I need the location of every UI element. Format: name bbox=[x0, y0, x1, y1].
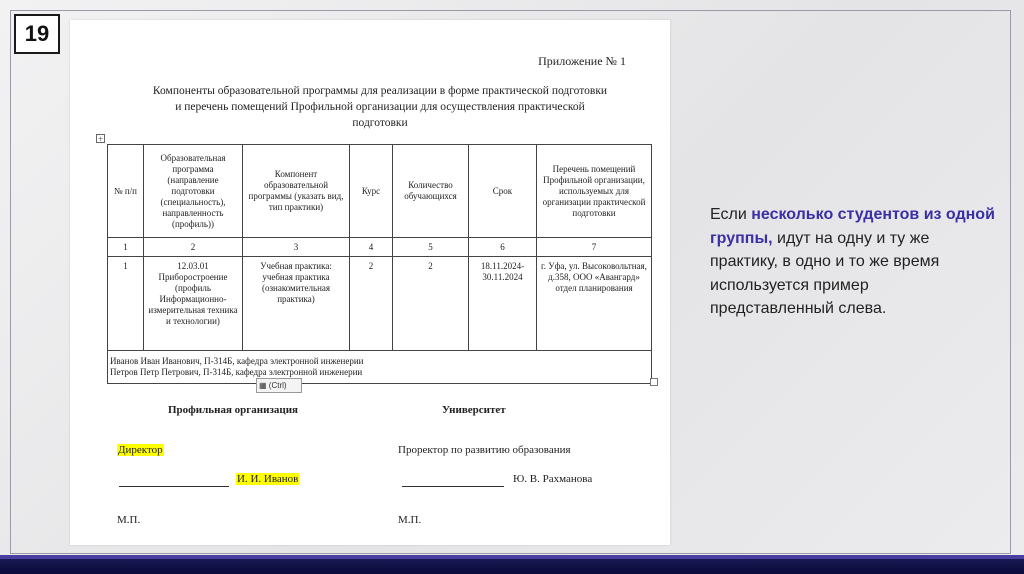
header-cell: № п/п bbox=[108, 145, 144, 238]
table-number-row bbox=[108, 238, 652, 257]
program-table bbox=[107, 144, 652, 384]
uni-heading: Университет bbox=[442, 404, 506, 416]
data-cell: 12.03.01 Приборостроение (профиль Информационно-измерительная техника и технологии) bbox=[144, 257, 243, 351]
director-label: Директор bbox=[118, 444, 163, 456]
header-cell: Перечень помещений Профильной организации, используемых для организации практической подготовки bbox=[537, 145, 652, 238]
data-cell: 1 bbox=[108, 257, 144, 351]
number-cell: 6 bbox=[469, 238, 537, 257]
student-line: Иванов Иван Иванович, П-314Б, кафедра электронной инженерии bbox=[110, 356, 364, 366]
clipboard-icon: ▦ bbox=[259, 381, 267, 390]
number-cell: 2 bbox=[144, 238, 243, 257]
header-cell: Количество обучающихся bbox=[393, 145, 469, 238]
stamp-left: М.П. bbox=[117, 514, 141, 526]
number-cell: 7 bbox=[537, 238, 652, 257]
table-move-handle-icon[interactable]: + bbox=[97, 134, 104, 144]
page-number: 19 bbox=[14, 14, 60, 54]
paste-options-label: (Ctrl) bbox=[268, 381, 287, 390]
prorector-label: Проректор по развитию образования bbox=[398, 444, 571, 456]
data-cell: 2 bbox=[393, 257, 469, 351]
data-cell: г. Уфа, ул. Высоковольтная, д.358, ООО «Авангард» отдел планирования bbox=[537, 257, 652, 351]
signature-line bbox=[402, 486, 504, 487]
header-cell: Образовательная программа (направление подготовки (специальность), направленность (профиль)) bbox=[144, 145, 243, 238]
header-cell: Компонент образовательной программы (указать вид, тип практики) bbox=[243, 145, 350, 238]
number-cell: 5 bbox=[393, 238, 469, 257]
appendix-label: Приложение № 1 bbox=[538, 54, 626, 68]
table-resize-handle[interactable] bbox=[650, 378, 658, 386]
number-cell: 3 bbox=[243, 238, 350, 257]
table-row bbox=[108, 257, 652, 351]
side-note bbox=[710, 203, 995, 321]
header-cell: Срок bbox=[469, 145, 537, 238]
data-cell: 18.11.2024-30.11.2024 bbox=[469, 257, 537, 351]
stamp-right: М.П. bbox=[398, 514, 422, 526]
data-cell: Учебная практика: учебная практика (ознакомительная практика) bbox=[243, 257, 350, 351]
number-cell: 4 bbox=[350, 238, 393, 257]
bottom-bar bbox=[0, 555, 1024, 574]
student-line: Петров Петр Петрович, П-314Б, кафедра электронной инженерии bbox=[110, 367, 363, 377]
document-image bbox=[70, 20, 670, 545]
data-cell: 2 bbox=[350, 257, 393, 351]
signature-line bbox=[119, 486, 229, 487]
number-cell: 1 bbox=[108, 238, 144, 257]
side-note-pre: Если bbox=[710, 206, 752, 223]
students-cell bbox=[108, 351, 652, 384]
org-heading: Профильная организация bbox=[168, 404, 298, 416]
students-row bbox=[108, 351, 652, 384]
paste-options-button[interactable] bbox=[256, 378, 302, 393]
side-note-accent: несколько студентов из одной группы, bbox=[710, 206, 995, 247]
prorector-name: Ю. В. Рахманова bbox=[513, 473, 593, 485]
header-cell: Курс bbox=[350, 145, 393, 238]
document-title: Компоненты образовательной программы для реализации в форме практической подготовки и перечень помещений Профильной организации для осуществления практической подготовки bbox=[152, 85, 608, 129]
side-note-post: идут на одну и ту же практику, в одно и то же время используется пример представленный слева. bbox=[710, 229, 940, 317]
table-header-row bbox=[108, 145, 652, 238]
director-name: И. И. Иванов bbox=[237, 473, 299, 485]
